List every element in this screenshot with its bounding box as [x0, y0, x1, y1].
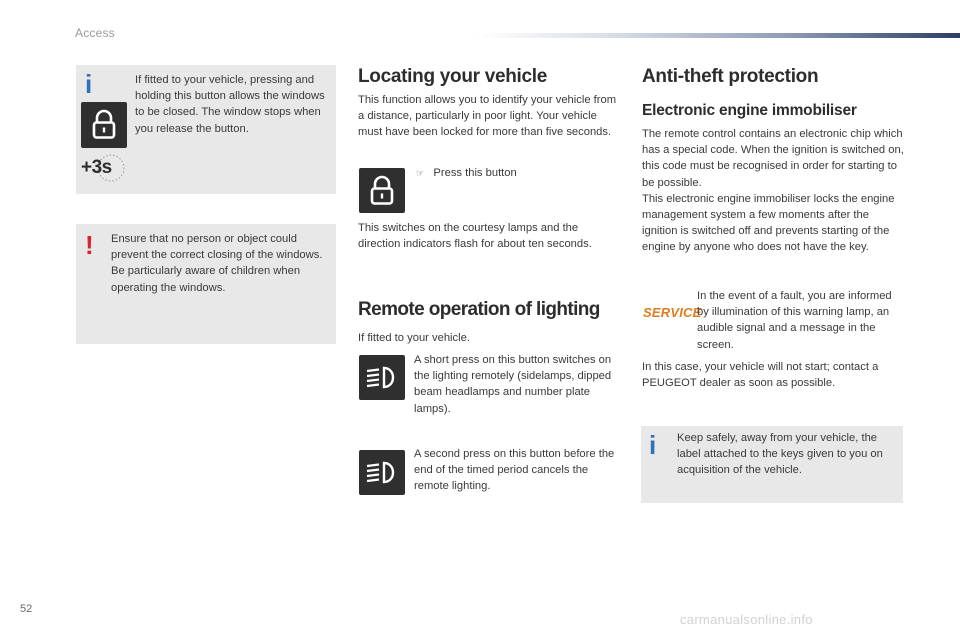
fault-text: In the event of a fault, you are informed by illumination of this warning lamp, an audible signal and a message in the screen.	[697, 290, 892, 351]
locating-result: This switches on the courtesy lamps and the direction indicators flash for about ten seconds.	[358, 222, 592, 251]
info-box-window-closing	[76, 65, 336, 194]
lighting-second-press: A second press on this button before the end of the timed period cancels the remote lighting.	[414, 448, 615, 493]
section-title: Access	[75, 26, 115, 40]
locate-bullet-text: Press this button	[433, 167, 517, 179]
lock-button-icon-locate	[359, 168, 405, 213]
immobiliser-subtitle: Electronic engine immobiliser	[642, 102, 857, 119]
info-text: If fitted to your vehicle, pressing and holding this button allows the windows to be closed. The window stops when you release the button.	[135, 74, 325, 135]
hold-3-seconds-icon	[78, 153, 130, 183]
bullet-arrow-icon: ☞	[416, 168, 425, 178]
info-icon: i	[85, 69, 93, 99]
antitheft-title: Anti-theft protection	[642, 66, 819, 87]
warning-icon: !	[85, 230, 94, 260]
note-text: Keep safely, away from your vehicle, the label attached to the keys given to you on acquisition of the vehicle.	[677, 432, 883, 477]
headlamp-button-icon-2	[359, 450, 405, 495]
lighting-title: Remote operation of lighting	[358, 299, 600, 320]
immobiliser-para-1: The remote control contains an electronic chip which has a special code. When the ignition is switched on, this code must be recognised in order for starting to be possible.	[642, 128, 904, 189]
lighting-first-press: A short press on this button switches on the lighting remotely (sidelamps, dipped beam headlamps and number plate lamps).	[414, 354, 612, 415]
warning-line-1: Ensure that no person or object could prevent the correct closing of the windows.	[111, 233, 323, 262]
locating-intro: This function allows you to identify your vehicle from a distance, particularly in poor light. Your vehicle must have been locked for more than five seconds.	[358, 94, 617, 139]
headlamp-icon	[359, 355, 405, 400]
warning-line-2: Be particularly aware of children when operating the windows.	[111, 265, 301, 294]
headlamp-icon	[359, 450, 405, 495]
lock-button-icon	[81, 102, 127, 148]
locating-title: Locating your vehicle	[358, 66, 548, 87]
immobiliser-para-2: This electronic engine immobiliser locks the engine management system a few moments after the ignition is switched off and prevents starting of the engine by anyone who does not have the key.	[642, 192, 895, 254]
lock-icon	[359, 168, 405, 213]
lock-icon	[81, 102, 127, 148]
lighting-intro: If fitted to your vehicle.	[358, 332, 470, 344]
info-icon: i	[649, 430, 657, 460]
locate-bullet	[416, 165, 517, 181]
header-gradient-bar	[475, 33, 960, 38]
service-warning-lamp-icon: SERVICE	[643, 305, 702, 320]
duration-badge: +3s	[81, 157, 112, 178]
headlamp-button-icon-1	[359, 355, 405, 400]
warning-box-window-safety	[76, 224, 336, 344]
page-number: 52	[20, 603, 33, 615]
info-box-key-label	[641, 426, 903, 503]
case-text: In this case, your vehicle will not start; contact a PEUGEOT dealer as soon as possible.	[642, 361, 879, 390]
watermark: carmanualsonline.info	[680, 612, 813, 627]
